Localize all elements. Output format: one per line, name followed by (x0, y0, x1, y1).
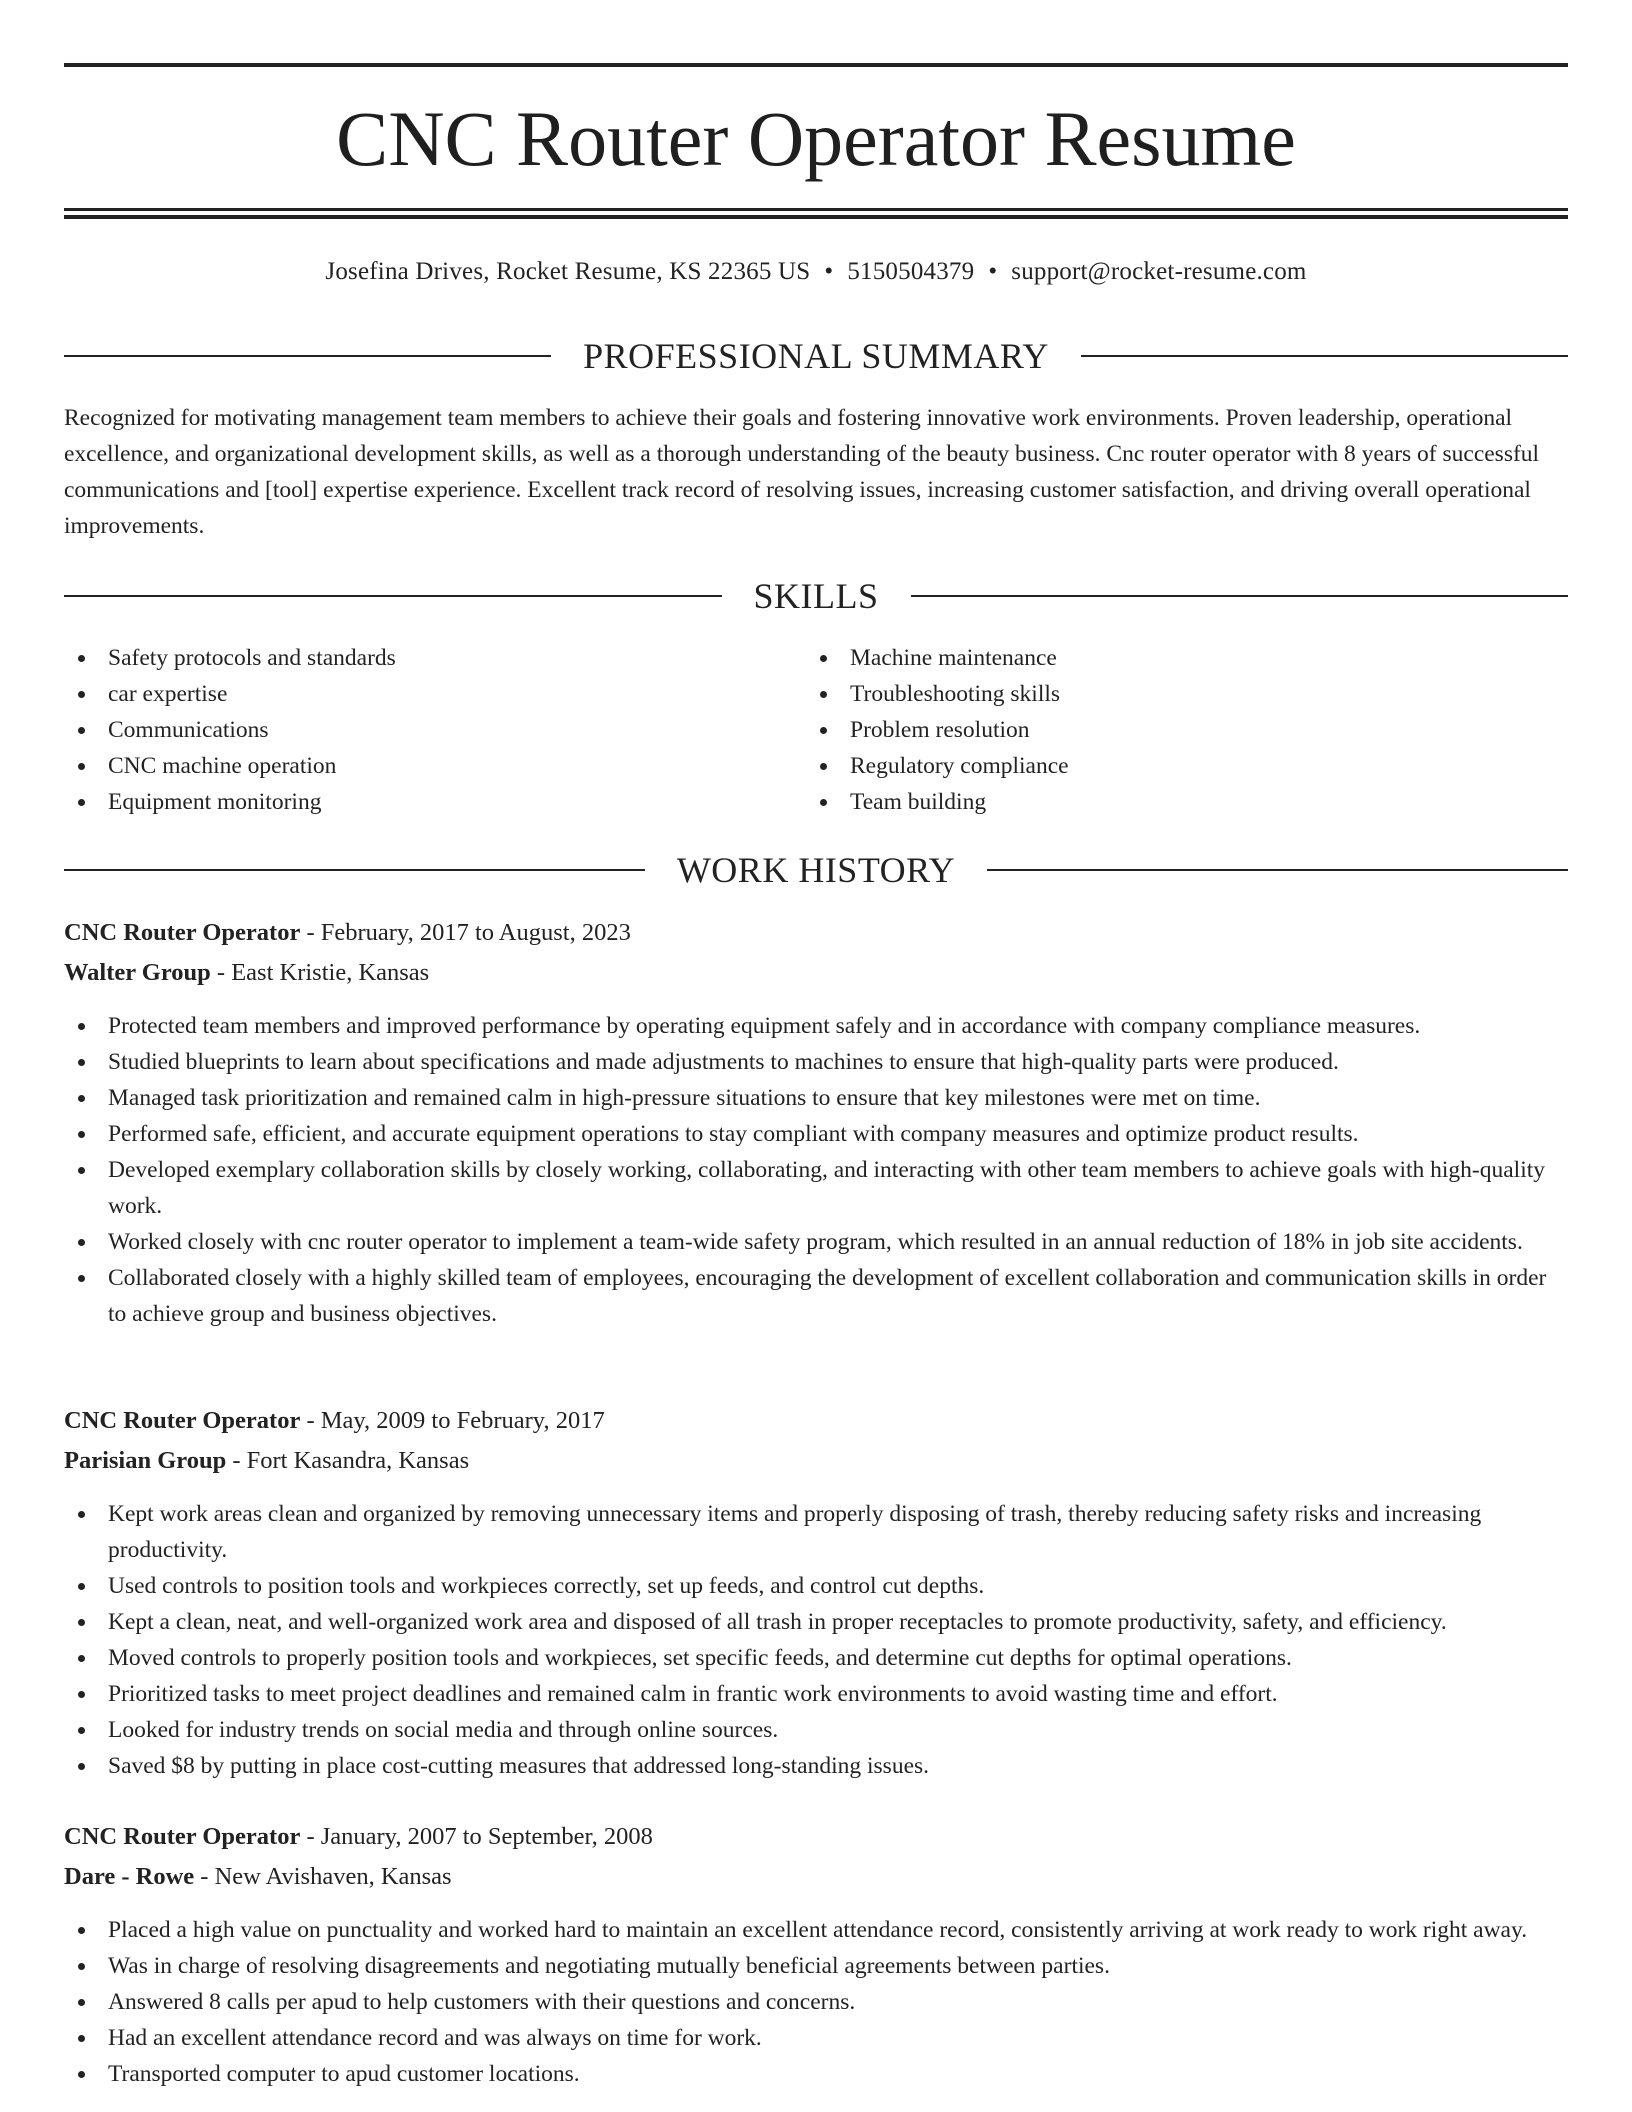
job-dates: - May, 2009 to February, 2017 (300, 1407, 605, 1434)
job-bullet: Placed a high value on punctuality and worked hard to maintain an excellent attendance record, consistently arriving at work ready to work right away. (64, 1912, 1568, 1948)
title-rule-lower (64, 215, 1568, 219)
job-location: - New Avishaven, Kansas (194, 1863, 452, 1890)
job-location: - East Kristie, Kansas (210, 959, 430, 986)
job-location: - Fort Kasandra, Kansas (226, 1447, 470, 1474)
skills-list-right (806, 640, 1506, 820)
resume-title: CNC Router Operator Resume (336, 95, 1296, 182)
skill-item: Troubleshooting skills (806, 676, 1506, 712)
job-company: Walter Group (64, 959, 211, 986)
skill-item: Safety protocols and standards (64, 640, 764, 676)
heading-rule (64, 595, 722, 597)
job-bullet: Managed task prioritization and remained calm in high-pressure situations to ensure that key milestones were met on time. (64, 1080, 1568, 1116)
job-company-line (64, 1443, 469, 1479)
job-bullet: Performed safe, efficient, and accurate equipment operations to stay compliant with company measures and optimize product results. (64, 1116, 1568, 1152)
job-bullet: Moved controls to properly position tools and workpieces, set specific feeds, and determine cut depths for optimal operations. (64, 1640, 1568, 1676)
work-heading-text: WORK HISTORY (676, 850, 956, 890)
job-company: Dare - Rowe (64, 1863, 195, 1890)
contact-separator: • (988, 258, 998, 285)
heading-rule (1081, 355, 1568, 357)
top-rule (64, 63, 1568, 67)
job-bullet: Was in charge of resolving disagreements and negotiating mutually beneficial agreements between parties. (64, 1948, 1568, 1984)
job-bullet: Developed exemplary collaboration skills by closely working, collaborating, and interacting with other team members to achieve goals with high-quality work. (64, 1152, 1568, 1224)
job-bullet: Prioritized tasks to meet project deadlines and remained calm in frantic work environments to avoid wasting time and effort. (64, 1676, 1568, 1712)
summary-heading-text: PROFESSIONAL SUMMARY (583, 336, 1049, 376)
job-bullet: Kept a clean, neat, and well-organized work area and disposed of all trash in proper receptacles to promote productivity, safety, and efficiency. (64, 1604, 1568, 1640)
job-bullet: Studied blueprints to learn about specifications and made adjustments to machines to ensure that high-quality parts were produced. (64, 1044, 1568, 1080)
job-title-line (64, 1403, 605, 1439)
job-company-line (64, 1859, 452, 1895)
job-dates: - January, 2007 to September, 2008 (300, 1823, 653, 1850)
skills-list-left (64, 640, 764, 820)
skill-item: Equipment monitoring (64, 784, 764, 820)
skill-item: car expertise (64, 676, 764, 712)
job-company: Parisian Group (64, 1447, 227, 1474)
skills-heading (64, 574, 1568, 618)
skill-item: CNC machine operation (64, 748, 764, 784)
contact-separator: • (824, 258, 834, 285)
job-title: CNC Router Operator (64, 1407, 301, 1434)
job-bullet: Had an excellent attendance record and was always on time for work. (64, 2020, 1568, 2056)
skill-item: Communications (64, 712, 764, 748)
summary-heading (64, 334, 1568, 378)
heading-rule (911, 595, 1569, 597)
job-bullet: Kept work areas clean and organized by removing unnecessary items and properly disposing of trash, thereby reducing safety risks and increasing productivity. (64, 1496, 1568, 1568)
job-bullet: Looked for industry trends on social media and through online sources. (64, 1712, 1568, 1748)
heading-rule (64, 869, 645, 871)
contact-email: support@rocket-resume.com (1011, 258, 1307, 285)
job-bullets (64, 1496, 1568, 1784)
contact-address: Josefina Drives, Rocket Resume, KS 22365 US (325, 258, 811, 285)
job-bullets (64, 1912, 1568, 2092)
job-bullet: Answered 8 calls per apud to help customers with their questions and concerns. (64, 1984, 1568, 2020)
summary-text: Recognized for motivating management team members to achieve their goals and fostering innovative work environments. Proven leadership, operational excellence, and organizational development skills, as well as a thorough understanding of the beauty business. Cnc router operator with 8 years of successful communications and [tool] expertise experience. Excellent track record of resolving issues, increasing customer satisfaction, and driving overall operational improvements. (64, 405, 1540, 539)
skill-item: Team building (806, 784, 1506, 820)
skill-item: Machine maintenance (806, 640, 1506, 676)
job-bullet: Collaborated closely with a highly skilled team of employees, encouraging the development of excellent collaboration and communication skills in order to achieve group and business objectives. (64, 1260, 1568, 1332)
job-bullet: Used controls to position tools and workpieces correctly, set up feeds, and control cut depths. (64, 1568, 1568, 1604)
contact-phone: 5150504379 (847, 258, 975, 285)
job-bullet: Worked closely with cnc router operator to implement a team-wide safety program, which resulted in an annual reduction of 18% in job site accidents. (64, 1224, 1568, 1260)
work-heading (64, 848, 1568, 892)
job-company-line (64, 955, 429, 991)
job-dates: - February, 2017 to August, 2023 (300, 919, 631, 946)
job-bullet: Saved $8 by putting in place cost-cutting measures that addressed long-standing issues. (64, 1748, 1568, 1784)
skills-heading-text: SKILLS (753, 576, 879, 616)
job-title-line (64, 915, 631, 951)
job-bullets (64, 1008, 1568, 1332)
title-rule-upper (64, 208, 1568, 211)
job-title-line (64, 1819, 653, 1855)
heading-rule (987, 869, 1568, 871)
contact-line (0, 254, 1632, 290)
job-title: CNC Router Operator (64, 919, 301, 946)
job-bullet: Transported computer to apud customer locations. (64, 2056, 1568, 2092)
skill-item: Regulatory compliance (806, 748, 1506, 784)
heading-rule (64, 355, 551, 357)
job-bullet: Protected team members and improved performance by operating equipment safely and in accordance with company compliance measures. (64, 1008, 1568, 1044)
job-title: CNC Router Operator (64, 1823, 301, 1850)
skill-item: Problem resolution (806, 712, 1506, 748)
